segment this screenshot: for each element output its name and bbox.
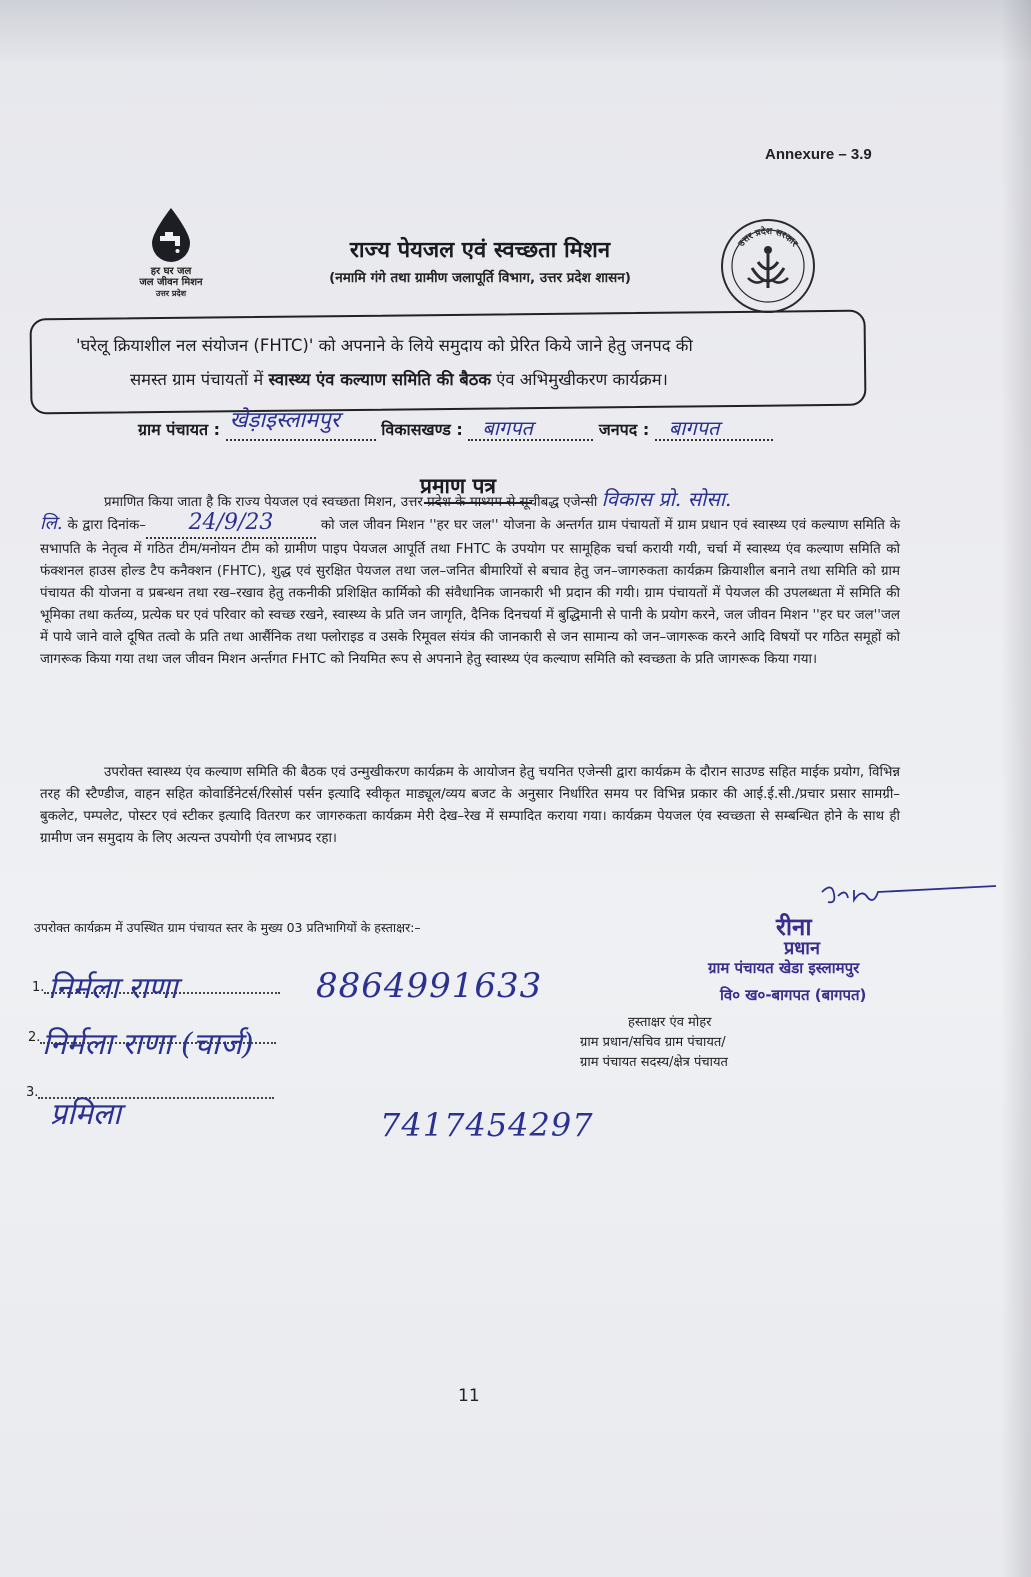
annexure-label: Annexure – 3.9 bbox=[765, 146, 872, 163]
svg-text:उत्तर प्रदेश सरकार bbox=[736, 225, 799, 250]
participant-number: 1. bbox=[32, 980, 45, 995]
program-banner-frame bbox=[30, 310, 867, 415]
page-number: 11 bbox=[458, 1386, 480, 1406]
jal-jeevan-mission-logo bbox=[126, 206, 216, 299]
logo-line-3: उत्तर प्रदेश bbox=[155, 289, 187, 298]
gram-panchayat-label: ग्राम पंचायत : bbox=[138, 420, 221, 439]
pradhan-name: रीना bbox=[776, 913, 812, 941]
stamp-label: हस्ताक्षर एंव मोहर bbox=[628, 1015, 712, 1030]
location-row bbox=[138, 408, 773, 441]
paper-fold-shadow bbox=[0, 0, 1031, 60]
certificate-title: प्रमाण पत्र bbox=[420, 474, 496, 498]
certificate-paragraph-1: प्रमाणित किया जाता है कि राज्य पेयजल एवं स्वच्छता मिशन, उत्तर प्रदेश के माध्यम से सूचीबद्ध एजेन्सी विकास प्रो. सोसा. लि. के द्वारा दिनांक– 24/9/23 को जल जीवन मिशन ''हर घर जल'' योजना के अन्तर्गत ग्राम पंचायतों में ग्राम प्रधान एवं स्वास्थ्य एवं कल्याण समिति के सभापति के नेतृत्व में गठित टीम/मनोयन टीम को ग्रामीण पाइप पेयजल आपूर्ति तथा FHTC के उपयोग पर सामूहिक चर्चा करायी गयी, चर्चा में स्वास्थ्य एंव कल्याण समिति को फंक्शनल हाउस होल्ड टैप कनैक्शन (FHTC), शुद्ध एवं सुरक्षित पेयजल तथा जल–जनित बीमारियों से बचाव हेतु जन–जागरुकता कार्यक्रम क्रियाशील बनाने तथा समिति को ग्राम पंचायत की योजना व प्रबन्धन तथा रख–रखाव हेतु तकनीकी प्रशिक्षित कार्मिको की संवैधानिक जानकारी भी प्रदान की गयी। ग्राम पंचायतों में पेयजल की उपलब्धता में समिति की भूमिका तथा कर्तव्य, प्रत्येक घर एवं परिवार को स्वच्छ रखने, स्वास्थ्य के प्रति जन जागृति, दैनिक दिनचर्या में बुद्धिमानी से पानी के प्रयोग करने, जल जीवन मिशन ''हर घर जल''जल में पाये जाने वाले दूषित तत्वो के प्रति तथा आर्सैनिक तथा फ्लोराइड व उसके रिमूवल संयंत्र की जानकारी से जन सामान्य को जन–जागरूक करने आदि विषयों पर गठित समूहों को जागरूक किया गया तथा जल जीवन मिशन अर्न्तगत FHTC को नियमित रूप से अपनाने हेतु स्वास्थ्य एंव कल्याण समिति को स्वच्छता के प्रति जागरूक किया गया। bbox=[40, 487, 900, 667]
participant-3-name: प्रमिला bbox=[50, 1097, 121, 1132]
stamp-gram-panchayat: ग्राम पंचायत खेडा इस्लामपुर bbox=[708, 959, 860, 977]
logo-line-2: जल जीवन मिशन bbox=[139, 277, 203, 288]
participant-number: 2. bbox=[28, 1030, 41, 1045]
pradhan-designation: प्रधान bbox=[784, 938, 820, 959]
district-label: जनपद : bbox=[598, 420, 650, 439]
participant-number: 3. bbox=[26, 1085, 39, 1100]
participants-intro: उपरोक्त कार्यक्रम में उपस्थित ग्राम पंचायत स्तर के मुख्य 03 प्रतिभागियों के हस्ताक्षर:– bbox=[34, 920, 421, 935]
participant-1-phone: 8864991633 bbox=[316, 966, 543, 1006]
edge-shadow bbox=[1001, 0, 1031, 1577]
program-date: 24/9/23 bbox=[188, 510, 274, 535]
seal-text: उत्तर प्रदेश सरकार bbox=[736, 226, 800, 249]
stamp-designation-line-1: ग्राम प्रधान/सचिव ग्राम पंचायत/ bbox=[580, 1035, 726, 1050]
participant-1-name: निर्मला राणा bbox=[48, 971, 178, 1006]
mission-title: राज्य पेयजल एवं स्वच्छता मिशन bbox=[349, 238, 611, 263]
gram-panchayat-value: खेड़ाइस्लामपुर bbox=[229, 408, 340, 433]
banner-bold-text: स्वास्थ्य एंव कल्याण समिति की बैठक bbox=[268, 370, 492, 389]
banner-line-1: 'घरेलू क्रियाशील नल संयोजन (FHTC)' को अपनाने के लिये समुदाय को प्रेरित किये जाने हेतु जनपद की bbox=[76, 336, 693, 355]
participant-3-phone: 7417454297 bbox=[380, 1106, 594, 1144]
agency-handwritten: विकास प्रो. सोसा. bbox=[601, 487, 732, 511]
mission-subtitle: (नमामि गंगे तथा ग्रामीण जलापूर्ति विभाग, उत्तर प्रदेश शासन) bbox=[329, 270, 631, 286]
district-value: बागपत bbox=[668, 416, 720, 440]
handwritten-prefix: लि. bbox=[40, 513, 63, 534]
block-value: बागपत bbox=[482, 416, 533, 440]
block-label: विकासखण्ड : bbox=[381, 420, 463, 439]
stamp-block: वि० ख०-बागपत (बागपत) bbox=[720, 986, 867, 1004]
certificate-paragraph-2: उपरोक्त स्वास्थ्य एंव कल्याण समिति की बैठक एवं उन्मुखीकरण कार्यक्रम के आयोजन हेतु चयनित एजेन्सी द्वारा कार्यक्रम के दौरान साउण्ड सहित माईक प्रयोग, विभिन्न तरह की स्टैण्डीज, वाहन सहित कोवार्डिनेटर्स/रिसोर्स पर्सन इत्यादि स्वीकृत माड्यूल/व्यय बजट के अनुसार निर्धारित समय पर विभिन्न प्रकार की आई.ई.सी./प्रचार प्रसार सामग्री–बुकलेट, पम्पलेट, पोस्टर एवं स्टीकर इत्यादि वितरण कर जागरुकता कार्यक्रम मेरी देख–रेख में सम्पादित कराया गया। कार्यक्रम पेयजल एंव स्वच्छता से सम्बन्धित होने के साथ ही ग्रामीण जन समुदाय के लिए अत्यन्त उपयोगी एंव लाभप्रद रहा। bbox=[40, 765, 900, 846]
pradhan-signature bbox=[818, 880, 998, 910]
participant-2-name: निर्मला राणा (चार्ज) bbox=[42, 1027, 254, 1062]
stamp-designation-line-2: ग्राम पंचायत सदस्य/क्षेत्र पंचायत bbox=[580, 1055, 728, 1070]
logo-line-1: हर घर जल bbox=[150, 266, 192, 277]
banner-line-2: समस्त ग्राम पंचायतों में स्वास्थ्य एंव कल्याण समिति की बैठक एंव अभिमुखीकरण कार्यक्रम। bbox=[130, 370, 668, 389]
water-drop-tap-icon bbox=[148, 206, 194, 262]
up-government-seal-icon bbox=[718, 216, 818, 316]
